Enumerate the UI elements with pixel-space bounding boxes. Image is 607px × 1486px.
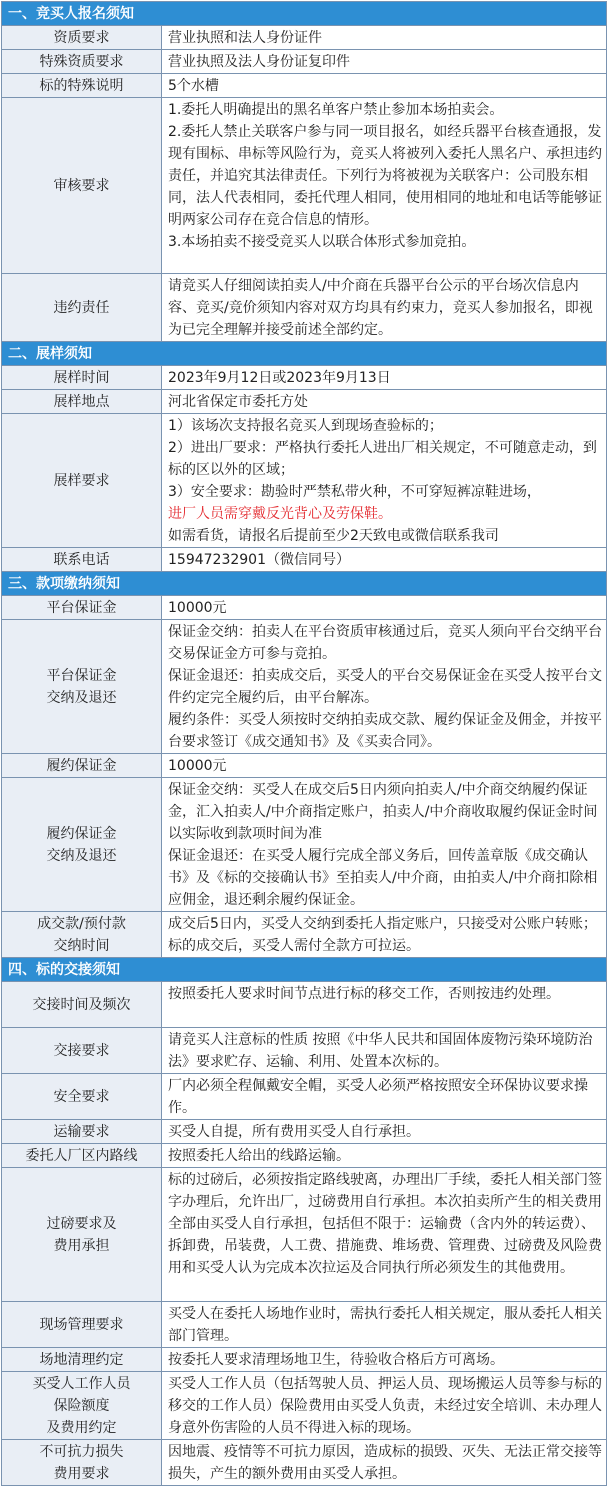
row-value xyxy=(162,274,607,342)
value-line: 请竞买人仔细阅读拍卖人/中介商在兵器平台公示的平台场次信息内容、竞买/竞价须知内容对双方均具有约束力，竞买人参加报名，即视为已完全理解并接受前述全部约定。 xyxy=(168,278,593,338)
value-line: 营业执照及法人身份证复印件 xyxy=(168,54,350,70)
value-line: 按委托人要求清理场地卫生，待验收合格后方可离场。 xyxy=(168,1352,504,1368)
row-label-line: 成交款/预付款 xyxy=(37,915,126,932)
row-label-line: 标的特殊说明 xyxy=(39,77,124,94)
row-label-line: 运输要求 xyxy=(53,1123,110,1140)
row-value xyxy=(162,1440,607,1486)
value-line: 15947232901（微信同号） xyxy=(168,552,350,568)
row-value xyxy=(162,1028,607,1074)
row-label-line: 买受人工作人员 xyxy=(32,1375,131,1392)
value-line: 因地震、疫情等不可抗力原因，造成标的损毁、灭失、无法正常交接等损失，产生的额外费用由买受人承担。 xyxy=(168,1444,602,1482)
table-row xyxy=(2,1302,607,1348)
row-label xyxy=(2,548,162,572)
value-line: 按照委托人要求时间节点进行标的移交工作，否则按违约处理。 xyxy=(168,986,560,1002)
row-label-line: 联系电话 xyxy=(53,551,110,568)
value-line: 厂内必须全程佩戴安全帽，买受人必须严格按照安全环保协议要求操作。 xyxy=(168,1078,588,1116)
table-row xyxy=(2,1144,607,1168)
value-line: 履约条件：买受人须按时交纳拍卖成交款、履约保证金及佣金，并按平台要求签订《成交通知书》及《买卖合同》。 xyxy=(168,712,602,750)
value-line: 如需看货，请报名后提前至少2天致电或微信联系我司 xyxy=(168,528,499,544)
row-value xyxy=(162,366,607,390)
row-label xyxy=(2,74,162,98)
row-value xyxy=(162,390,607,414)
row-label xyxy=(2,274,162,342)
table-row xyxy=(2,26,607,50)
row-value xyxy=(162,1120,607,1144)
row-label-line: 过磅要求及 xyxy=(46,1215,117,1232)
row-value xyxy=(162,596,607,620)
row-label xyxy=(2,366,162,390)
table-row xyxy=(2,98,607,274)
row-label-line: 保险额度 xyxy=(53,1397,110,1414)
value-line: 1）该场次支持报名竞买人到现场查验标的； xyxy=(168,418,443,434)
row-label xyxy=(2,620,162,754)
row-label-line: 交纳时间 xyxy=(53,937,110,954)
table-row xyxy=(2,596,607,620)
section-header: 三、款项缴纳须知 xyxy=(2,572,607,596)
highlight-text: 进厂人员需穿戴反光背心及劳保鞋。 xyxy=(168,506,392,522)
value-line: 2）进出厂要求：严格执行委托人进出厂相关规定，不可随意走动，到标的区以外的区域； xyxy=(168,440,597,478)
row-label-line: 场地清理约定 xyxy=(39,1351,124,1368)
row-label-line: 费用要求 xyxy=(53,1465,110,1482)
value-line: 保证金退还：拍卖成交后，买受人的平台交易保证金在买受人按平台文件约定完全履约后，由平台解冻。 xyxy=(168,668,602,706)
row-label xyxy=(2,1440,162,1486)
row-label xyxy=(2,912,162,958)
row-label-line: 平台保证金 xyxy=(46,599,117,616)
value-line: 10000元 xyxy=(168,600,227,616)
table-row xyxy=(2,1074,607,1120)
row-value xyxy=(162,1074,607,1120)
table-row xyxy=(2,366,607,390)
row-label-line: 交纳及退还 xyxy=(46,847,117,864)
row-label xyxy=(2,1028,162,1074)
row-label-line: 交接要求 xyxy=(53,1042,110,1059)
table-row xyxy=(2,1028,607,1074)
section-header: 一、竞买人报名须知 xyxy=(2,2,607,26)
value-line: 营业执照和法人身份证件 xyxy=(168,30,322,46)
row-value xyxy=(162,548,607,572)
row-label-line: 交接时间及频次 xyxy=(32,996,131,1013)
row-label-line: 展样地点 xyxy=(53,393,110,410)
value-line: 3.本场拍卖不接受竞买人以联合体形式参加竞拍。 xyxy=(168,234,476,250)
auction-notice-table xyxy=(1,1,607,1486)
row-label-line: 不可抗力损失 xyxy=(39,1443,124,1460)
value-line: 买受人工作人员（包括驾驶人员、押运人员、现场搬运人员等参与标的移交的工作人员）保险费用由买受人负责，未经过安全培训、未办理人身意外伤害险的人员不得进入标的现场。 xyxy=(168,1376,602,1436)
table-row xyxy=(2,1120,607,1144)
row-label xyxy=(2,98,162,274)
value-line: 按照委托人给出的线路运输。 xyxy=(168,1148,350,1164)
table-row xyxy=(2,754,607,778)
row-value xyxy=(162,982,607,1028)
row-label-line: 安全要求 xyxy=(53,1088,110,1105)
row-value xyxy=(162,74,607,98)
table-row xyxy=(2,912,607,958)
row-label xyxy=(2,1372,162,1440)
row-value xyxy=(162,50,607,74)
row-value xyxy=(162,778,607,912)
row-label xyxy=(2,50,162,74)
table-row xyxy=(2,50,607,74)
row-label-line: 及费用约定 xyxy=(46,1419,117,1436)
table-row xyxy=(2,1372,607,1440)
value-line: 2.委托人禁止关联客户参与同一项目报名，如经兵器平台核查通报，发现有围标、串标等风险行为，竞买人将被列入委托人黑名户、承担违约责任，并追究其法律责任。下列行为将被视为关联客户：公司股东相同，法人代表相同，委托代理人相同，使用相同的地址和电话等能够证明两家公司存在竞合信息的情形。 xyxy=(168,124,602,228)
table-row xyxy=(2,414,607,548)
row-value xyxy=(162,912,607,958)
value-line: 保证金退还：在买受人履行完成全部义务后，回传盖章版《成交确认书》及《标的交接确认书》至拍卖人/中介商，由拍卖人/中介商扣除相应佣金，退还剩余履约保证金。 xyxy=(168,848,598,908)
row-label-line: 交纳及退还 xyxy=(46,689,117,706)
table-row xyxy=(2,1348,607,1372)
row-value xyxy=(162,26,607,50)
value-line: 10000元 xyxy=(168,758,227,774)
table-row xyxy=(2,1440,607,1486)
value-line: 保证金交纳：买受人在成交后5日内须向拍卖人/中介商交纳履约保证金，汇入拍卖人/中介商指定账户，拍卖人/中介商收取履约保证金时间以实际收到款项时间为准 xyxy=(168,782,598,842)
table-row xyxy=(2,548,607,572)
value-line: 买受人在委托人场地作业时，需执行委托人相关规定，服从委托人相关部门管理。 xyxy=(168,1306,602,1344)
row-label xyxy=(2,1168,162,1302)
value-line: 1.委托人明确提出的黑名单客户禁止参加本场拍卖会。 xyxy=(168,102,504,118)
row-value xyxy=(162,414,607,548)
table-row xyxy=(2,982,607,1028)
section-header: 四、标的交接须知 xyxy=(2,958,607,982)
row-label xyxy=(2,1302,162,1348)
row-label-line: 展样要求 xyxy=(53,472,110,489)
value-line: 2023年9月12日或2023年9月13日 xyxy=(168,370,391,386)
row-label xyxy=(2,414,162,548)
table-row xyxy=(2,74,607,98)
row-value xyxy=(162,754,607,778)
row-label xyxy=(2,596,162,620)
value-line: 3）安全要求：勘验时严禁私带火种，不可穿短裤凉鞋进场， xyxy=(168,484,541,500)
row-label-line: 现场管理要求 xyxy=(39,1316,124,1333)
table-row xyxy=(2,274,607,342)
row-label-line: 特殊资质要求 xyxy=(39,53,124,70)
row-label-line: 审核要求 xyxy=(53,177,110,194)
row-value xyxy=(162,1302,607,1348)
row-label xyxy=(2,1120,162,1144)
row-label-line: 违约责任 xyxy=(53,299,110,316)
value-line: 买受人自提，所有费用买受人自行承担。 xyxy=(168,1124,420,1140)
row-value xyxy=(162,98,607,274)
row-label xyxy=(2,26,162,50)
row-label xyxy=(2,982,162,1028)
row-label-line: 履约保证金 xyxy=(46,825,117,842)
row-label-line: 资质要求 xyxy=(53,29,110,46)
value-line: 成交后5日内，买受人交纳到委托人指定账户，只接受对公账户转账；标的成交后，买受人需付全款方可拉运。 xyxy=(168,916,597,954)
row-label xyxy=(2,1144,162,1168)
value-line: 5个水槽 xyxy=(168,78,219,94)
row-label xyxy=(2,390,162,414)
row-label-line: 展样时间 xyxy=(53,369,110,386)
table-row xyxy=(2,778,607,912)
row-value xyxy=(162,1372,607,1440)
value-line: 保证金交纳：拍卖人在平台资质审核通过后，竞买人须向平台交纳平台交易保证金方可参与竞拍。 xyxy=(168,624,602,662)
row-label-line: 委托人厂区内路线 xyxy=(25,1147,138,1164)
value-line: 标的过磅后，必须按指定路线驶离，办理出厂手续，委托人相关部门签字办理后，允许出厂，过磅费用自行承担。本次拍卖所产生的相关费用全部由买受人自行承担，包括但不限于：运输费（含内外的转运费）、拆卸费，吊装费，人工费、措施费、堆场费、管理费、过磅费及风险费用和买受人认为完成本次拉运及合同执行所必须发生的其他费用。 xyxy=(168,1172,602,1276)
row-label xyxy=(2,778,162,912)
row-label xyxy=(2,1074,162,1120)
row-value xyxy=(162,1144,607,1168)
row-value xyxy=(162,1348,607,1372)
value-line: 河北省保定市委托方处 xyxy=(168,394,308,410)
table-row xyxy=(2,1168,607,1302)
row-value xyxy=(162,1168,607,1302)
row-label-line: 履约保证金 xyxy=(46,757,117,774)
row-label-line: 费用承担 xyxy=(53,1237,110,1254)
table-row xyxy=(2,390,607,414)
table-row xyxy=(2,620,607,754)
section-header: 二、展样须知 xyxy=(2,342,607,366)
value-line: 请竞买人注意标的性质 按照《中华人民共和国固体废物污染环境防治法》要求贮存、运输、利用、处置本次标的。 xyxy=(168,1032,593,1070)
row-value xyxy=(162,620,607,754)
row-label xyxy=(2,754,162,778)
row-label xyxy=(2,1348,162,1372)
row-label-line: 平台保证金 xyxy=(46,667,117,684)
